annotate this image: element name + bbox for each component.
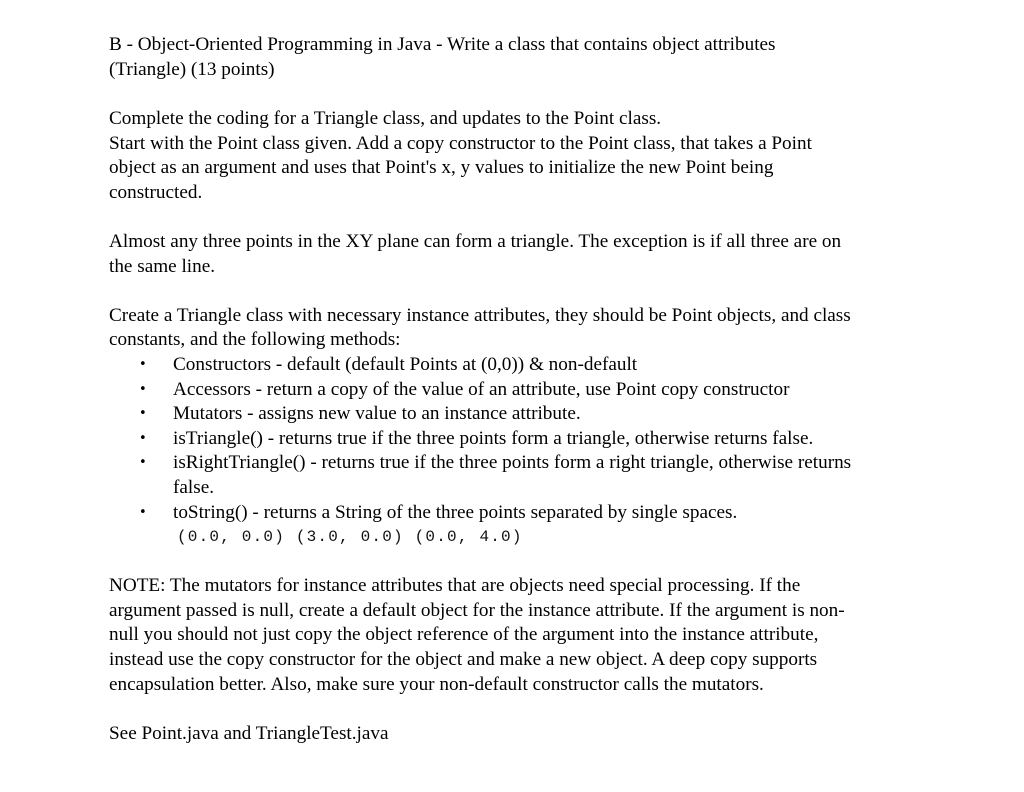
paragraph-line: constants, and the following methods:: [109, 329, 401, 351]
bullet-icon: •: [139, 381, 147, 397]
intro-paragraph: [109, 107, 949, 205]
paragraph-line: Complete the coding for a Triangle class, and updates to the Point class.: [109, 108, 662, 130]
bullet-icon: •: [139, 430, 147, 446]
paragraph-line: Start with the Point class given. Add a copy constructor to the Point class, that takes a Point: [109, 132, 812, 154]
assignment-document: [109, 33, 949, 746]
plane-paragraph: [109, 230, 949, 279]
assignment-title: [109, 33, 949, 82]
to-string-example: (0.0, 0.0) (3.0, 0.0) (0.0, 4.0): [177, 528, 523, 547]
paragraph-line: Create a Triangle class with necessary instance attributes, they should be Point objects, and class: [109, 304, 851, 326]
paragraph-line: encapsulation better. Also, make sure your non-default constructor calls the mutators.: [109, 673, 764, 695]
bullet-icon: •: [139, 504, 147, 520]
paragraph-line: null you should not just copy the object reference of the argument into the instance attribute,: [109, 624, 819, 646]
list-item: [109, 501, 949, 550]
method-mutators: Mutators - assigns new value to an instance attribute.: [173, 403, 581, 425]
list-item: [109, 451, 949, 500]
see-also-line: See Point.java and TriangleTest.java: [109, 722, 389, 744]
title-line: (Triangle) (13 points): [109, 58, 275, 80]
method-is-right-triangle-line: false.: [173, 476, 215, 498]
create-paragraph: [109, 304, 949, 353]
method-is-right-triangle-line: isRightTriangle() - returns true if the three points form a right triangle, otherwise returns: [173, 452, 852, 474]
paragraph-line: argument passed is null, create a default object for the instance attribute. If the argument is non-: [109, 599, 845, 621]
method-to-string: toString() - returns a String of the three points separated by single spaces.: [173, 501, 738, 523]
method-constructors: Constructors - default (default Points at (0,0)) & non-default: [173, 353, 638, 375]
list-item: [109, 378, 949, 403]
list-item: [109, 402, 949, 427]
method-accessors: Accessors - return a copy of the value of an attribute, use Point copy constructor: [173, 378, 790, 400]
methods-list: [109, 353, 949, 550]
paragraph-line: the same line.: [109, 255, 216, 277]
list-item: [109, 427, 949, 452]
note-paragraph: [109, 574, 949, 697]
bullet-icon: •: [139, 455, 147, 471]
paragraph-line: NOTE: The mutators for instance attributes that are objects need special processing. If the: [109, 575, 801, 597]
bullet-icon: •: [139, 406, 147, 422]
paragraph-line: instead use the copy constructor for the object and make a new object. A deep copy supports: [109, 648, 818, 670]
bullet-icon: •: [139, 356, 147, 372]
method-is-triangle: isTriangle() - returns true if the three points form a triangle, otherwise returns false.: [173, 427, 814, 449]
paragraph-line: Almost any three points in the XY plane can form a triangle. The exception is if all three are on: [109, 231, 842, 253]
title-line: B - Object-Oriented Programming in Java - Write a class that contains object attributes: [109, 34, 776, 55]
paragraph-line: constructed.: [109, 181, 203, 203]
paragraph-line: object as an argument and uses that Point's x, y values to initialize the new Point being: [109, 157, 774, 179]
list-item: [109, 353, 949, 378]
